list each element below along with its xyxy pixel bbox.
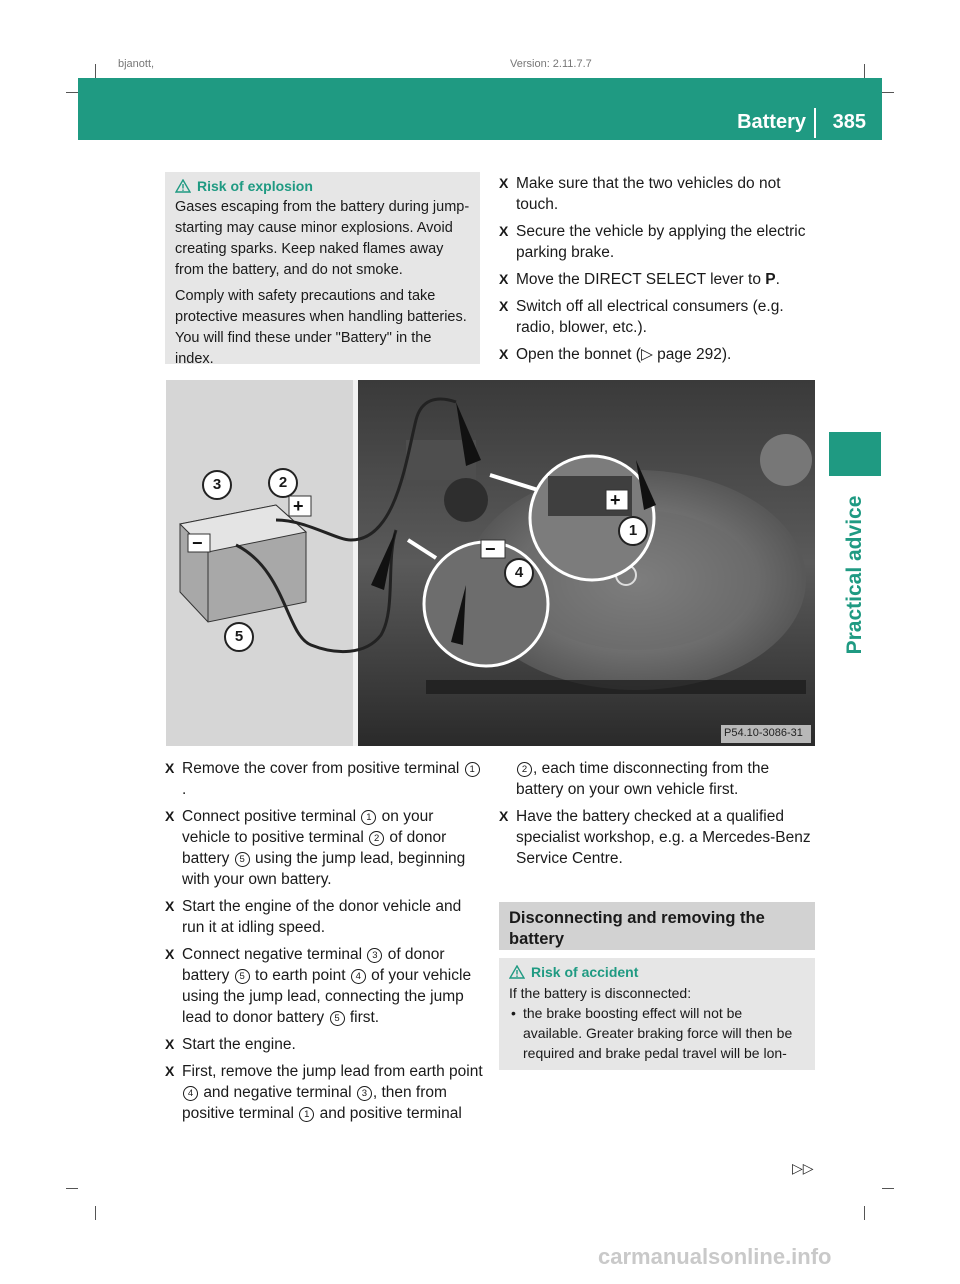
warning-paragraph: Gases escaping from the battery during jump-starting may cause minor explosions. Avoid creating sparks. Keep naked flames away from the battery, and do not smoke. — [175, 199, 470, 278]
warning-title: Risk of explosion — [197, 178, 313, 194]
step-item: X Secure the vehicle by applying the electric parking brake. — [499, 223, 806, 261]
step-marker-icon: X — [165, 1063, 175, 1079]
meta-version: Version: 2.11.7.7 — [510, 58, 592, 70]
step-item: X Connect positive terminal 1 on your vehicle to positive terminal 2 of donor battery 5 using the jump lead, beginning with your own battery. — [165, 808, 466, 888]
svg-text:−: − — [485, 539, 496, 559]
crop-mark — [882, 1188, 894, 1189]
warning-heading — [509, 964, 805, 980]
side-tab-label: Practical advice — [843, 495, 866, 655]
callout-ref: 4 — [351, 969, 366, 984]
step-marker-icon: X — [165, 946, 175, 962]
crop-mark — [864, 1206, 865, 1220]
warning-triangle-icon — [509, 965, 525, 979]
warning-triangle-icon — [175, 179, 191, 193]
warning-paragraph: If the battery is disconnected: — [509, 985, 692, 1001]
callout-1: 1 — [618, 516, 648, 546]
step-continuation: 2 , each time disconnecting from the battery on your own vehicle first. — [516, 760, 770, 798]
continued-arrows-icon: ▷▷ — [792, 1160, 814, 1176]
step-item: X First, remove the jump lead from earth point 4 and negative terminal 3 , then from positive terminal 1 and positive terminal — [165, 1063, 483, 1122]
step-item: X Start the engine. — [165, 1036, 296, 1053]
svg-text:−: − — [192, 533, 203, 553]
warning-bullet: • the brake boosting effect will not be available. Greater braking force will then be required and brake pedal travel will be lon- — [511, 1005, 793, 1061]
step-marker-icon: X — [499, 346, 509, 362]
callout-ref: 5 — [235, 852, 250, 867]
step-marker-icon: X — [499, 298, 509, 314]
callout-ref: 3 — [367, 948, 382, 963]
warning-box-accident — [499, 958, 815, 1070]
crop-mark — [95, 64, 96, 78]
step-item: X Make sure that the two vehicles do not touch. — [499, 175, 781, 213]
callout-ref: 5 — [330, 1011, 345, 1026]
svg-text:+: + — [293, 496, 304, 516]
step-marker-icon: X — [165, 1036, 175, 1052]
callout-4: 4 — [504, 558, 534, 588]
steps-right-top — [499, 173, 817, 371]
callout-2: 2 — [268, 468, 298, 498]
step-marker-icon: X — [499, 271, 509, 287]
step-item: X Open the bonnet (▷ page 292). — [499, 346, 732, 363]
step-marker-icon: X — [165, 808, 175, 824]
warning-paragraph: Comply with safety precautions and take protective measures when handling batteries. You will find these under "Battery" in the index. — [175, 288, 467, 367]
step-marker-icon: X — [165, 760, 175, 776]
step-marker-icon: X — [499, 808, 509, 824]
step-marker-icon: X — [499, 175, 509, 191]
warning-heading — [175, 178, 470, 194]
callout-ref: 4 — [183, 1086, 198, 1101]
step-marker-icon: X — [499, 223, 509, 239]
callout-ref: 1 — [361, 810, 376, 825]
page-title: Battery — [737, 111, 806, 133]
engine-bay-image — [166, 380, 815, 746]
callout-ref: 2 — [517, 762, 532, 777]
page-header — [78, 78, 882, 140]
warning-title: Risk of accident — [531, 964, 639, 980]
callout-ref: 1 — [465, 762, 480, 777]
header-divider — [814, 108, 816, 138]
step-item: X Switch off all electrical consumers (e.g. radio, blower, etc.). — [499, 298, 784, 336]
crop-mark — [95, 1206, 96, 1220]
crop-mark — [66, 1188, 78, 1189]
svg-text:+: + — [610, 490, 621, 510]
crop-mark — [864, 64, 865, 78]
callout-3: 3 — [202, 470, 232, 500]
step-item: X Have the battery checked at a qualified specialist workshop, e.g. a Mercedes-Benz Service Centre. — [499, 808, 811, 867]
warning-box-explosion — [165, 172, 480, 367]
step-item: X Connect negative terminal 3 of donor battery 5 to earth point 4 of your vehicle using the jump lead, connecting the jump lead to donor battery 5 first. — [165, 946, 472, 1026]
step-marker-icon: X — [165, 898, 175, 914]
meta-author: bjanott, — [118, 58, 155, 70]
side-tab-marker — [829, 432, 881, 476]
crop-mark — [882, 92, 894, 93]
callout-ref: 2 — [369, 831, 384, 846]
step-item: X Move the DIRECT SELECT lever to P. — [499, 271, 780, 288]
watermark: carmanualsonline.info — [598, 1244, 832, 1269]
image-code: P54.10-3086-31 — [724, 727, 803, 739]
callout-ref: 5 — [235, 969, 250, 984]
steps-right-bottom — [499, 758, 817, 875]
callout-ref: 1 — [299, 1107, 314, 1122]
step-item: X Start the engine of the donor vehicle and run it at idling speed. — [165, 898, 462, 936]
section-heading: Disconnecting and removing the battery — [499, 902, 815, 950]
jump-start-illustration — [166, 380, 815, 746]
bullet-icon: • — [511, 1005, 516, 1021]
page-number: 385 — [832, 111, 866, 133]
steps-left — [165, 758, 483, 1130]
callout-ref: 3 — [357, 1086, 372, 1101]
callout-5: 5 — [224, 622, 254, 652]
crop-mark — [66, 92, 78, 93]
step-item: X Remove the cover from positive terminal 1. — [165, 758, 483, 800]
